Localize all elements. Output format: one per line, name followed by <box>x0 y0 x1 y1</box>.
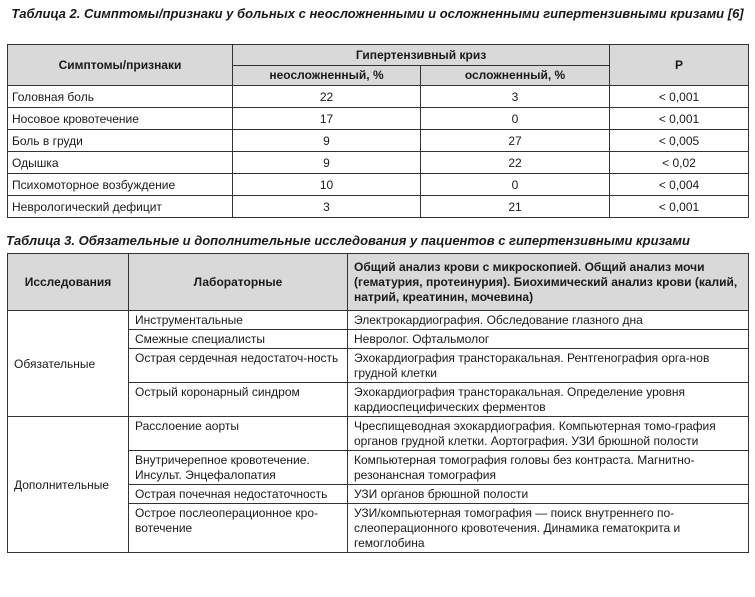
p-cell: < 0,001 <box>610 86 749 108</box>
condition-cell: Острая почечная недостаточность <box>129 485 348 504</box>
p-cell: < 0,005 <box>610 130 749 152</box>
condition-cell: Внутричерепное кровотечение. Инсульт. Энцефалопатия <box>129 451 348 485</box>
uncomplicated-cell: 22 <box>233 86 421 108</box>
complicated-cell: 21 <box>421 196 610 218</box>
symptom-cell: Неврологический дефицит <box>8 196 233 218</box>
table-row <box>8 152 749 174</box>
study-cell: Чреспищеводная эхокардиография. Компьютерная томо-графия органов грудной клетки. Аортография. УЗИ брюшной полости <box>348 417 749 451</box>
study-cell: УЗИ/компьютерная томография — поиск внутреннего по-слеоперационного кровотечения. Динамика гематокрита и гемоглобина <box>348 504 749 553</box>
p-cell: < 0,001 <box>610 108 749 130</box>
symptom-cell: Головная боль <box>8 86 233 108</box>
study-cell: Эхокардиография трансторакальная. Рентгенография орга-нов грудной клетки <box>348 349 749 383</box>
study-cell: УЗИ органов брюшной полости <box>348 485 749 504</box>
uncomplicated-header: неосложненный, % <box>233 66 421 86</box>
uncomplicated-cell: 10 <box>233 174 421 196</box>
symptom-cell: Боль в груди <box>8 130 233 152</box>
symptoms-header: Симптомы/признаки <box>8 45 233 86</box>
condition-cell: Смежные специалисты <box>129 330 348 349</box>
study-cell: Электрокардиография. Обследование глазного дна <box>348 311 749 330</box>
table-row <box>8 130 749 152</box>
symptoms-table <box>7 44 749 218</box>
study-cell: Эхокардиография трансторакальная. Определение уровня кардиоспецифических ферментов <box>348 383 749 417</box>
condition-cell: Острая сердечная недостаточ-ность <box>129 349 348 383</box>
complicated-header: осложненный, % <box>421 66 610 86</box>
complicated-cell: 0 <box>421 174 610 196</box>
condition-cell: Острое послеоперационное кро-вотечение <box>129 504 348 553</box>
table2-caption: Таблица 2. Симптомы/признаки у больных с неосложненными и осложненными гипертензивными кризами [6] <box>11 6 744 21</box>
uncomplicated-cell: 17 <box>233 108 421 130</box>
study-cell: Компьютерная томография головы без контраста. Магнитно-резонансная томография <box>348 451 749 485</box>
uncomplicated-cell: 9 <box>233 130 421 152</box>
table-row <box>8 196 749 218</box>
study-cell: Невролог. Офтальмолог <box>348 330 749 349</box>
p-cell: < 0,001 <box>610 196 749 218</box>
complicated-cell: 0 <box>421 108 610 130</box>
table3-caption: Таблица 3. Обязательные и дополнительные исследования у пациентов с гипертензивными кризами <box>6 233 690 248</box>
table-row <box>8 86 749 108</box>
uncomplicated-cell: 9 <box>233 152 421 174</box>
complicated-cell: 27 <box>421 130 610 152</box>
studies-table <box>7 253 749 553</box>
symptom-cell: Одышка <box>8 152 233 174</box>
complicated-cell: 22 <box>421 152 610 174</box>
p-header: P <box>610 45 749 86</box>
group-cell: Дополнительные <box>8 417 129 553</box>
table-row <box>8 417 749 451</box>
table-row <box>8 174 749 196</box>
complicated-cell: 3 <box>421 86 610 108</box>
group-cell: Обязательные <box>8 311 129 417</box>
uncomplicated-cell: 3 <box>233 196 421 218</box>
p-cell: < 0,004 <box>610 174 749 196</box>
condition-cell: Инструментальные <box>129 311 348 330</box>
table-row <box>8 108 749 130</box>
studies-header: Исследования <box>8 254 129 311</box>
condition-cell: Расслоение аорты <box>129 417 348 451</box>
symptom-cell: Носовое кровотечение <box>8 108 233 130</box>
crisis-header: Гипертензивный криз <box>233 45 610 66</box>
symptom-cell: Психомоторное возбуждение <box>8 174 233 196</box>
lab-header: Лабораторные <box>129 254 348 311</box>
p-cell: < 0,02 <box>610 152 749 174</box>
condition-cell: Острый коронарный синдром <box>129 383 348 417</box>
table-row <box>8 311 749 330</box>
analysis-header: Общий анализ крови с микроскопией. Общий анализ мочи (гематурия, протеинурия). Биохимический анализ крови (калий, натрий, креатинин, мочевина) <box>348 254 749 311</box>
